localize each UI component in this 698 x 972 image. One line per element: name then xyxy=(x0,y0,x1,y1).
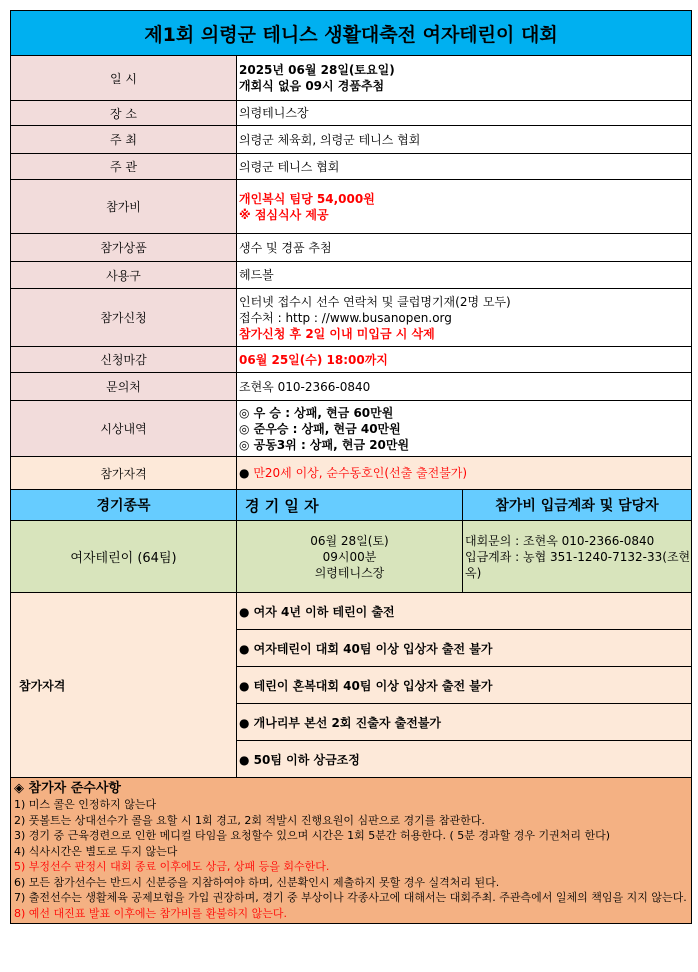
bullet-icon: ● xyxy=(239,466,250,480)
info-row-ball xyxy=(11,262,692,289)
info-row-venue xyxy=(11,101,692,126)
event-time: 09시00분 xyxy=(322,549,377,564)
value-fee xyxy=(237,180,692,234)
value-deadline: 06월 25일(수) 18:00까지 xyxy=(237,347,692,373)
label-venue: 장 소 xyxy=(11,101,237,126)
label-deadline: 신청마감 xyxy=(11,347,237,373)
value-awards xyxy=(237,401,692,457)
value-host: 의령군 체육회, 의령군 테니스 협회 xyxy=(237,126,692,154)
date-line: 2025년 06월 28일(토요일) xyxy=(239,63,395,77)
qualification-item: ● 개나리부 본선 2회 진출자 출전불가 xyxy=(237,704,692,741)
rule-item: 7) 출전선수는 생활체육 공제보험을 가입 권장하며, 경기 중 부상이나 각종사고에 대해서는 대회주최. 주관측에서 일체의 책임을 지지 않는다. xyxy=(14,891,687,904)
value-venue: 의령테니스장 xyxy=(237,101,692,126)
event-contact xyxy=(463,521,692,593)
label-host: 주 최 xyxy=(11,126,237,154)
info-row-prizes xyxy=(11,234,692,262)
event-date xyxy=(237,521,463,593)
apply-warning: 참가신청 후 2일 이내 미입금 시 삭제 xyxy=(239,326,435,341)
value-eligibility xyxy=(237,457,692,490)
value-date xyxy=(237,56,692,101)
info-row-awards xyxy=(11,401,692,457)
rule-item: 4) 식사시간은 별도로 두지 않는다 xyxy=(14,844,178,858)
qualification-item: ● 테린이 혼복대회 40팀 이상 입상자 출전 불가 xyxy=(237,667,692,704)
header-event: 경기종목 xyxy=(11,490,237,521)
qualification-item: ● 50팀 이하 상금조정 xyxy=(237,741,692,778)
label-organizer: 주 관 xyxy=(11,154,237,180)
label-prizes: 참가상품 xyxy=(11,234,237,262)
info-row-host xyxy=(11,126,692,154)
rule-item: 5) 부정선수 판정시 대회 종료 이후에도 상금, 상패 등을 회수한다. xyxy=(14,860,330,873)
tournament-table xyxy=(10,10,692,924)
apply-line: 인터넷 접수시 선수 연락처 및 클럽명기재(2명 모두) xyxy=(239,294,511,309)
rules-section xyxy=(11,778,692,924)
label-contact: 문의처 xyxy=(11,373,237,401)
qualification-item: ● 여자테린이 대회 40팀 이상 입상자 출전 불가 xyxy=(237,630,692,667)
header-account: 참가비 입금계좌 및 담당자 xyxy=(463,490,692,521)
info-row-deadline xyxy=(11,347,692,373)
event-day: 06월 28일(토) xyxy=(310,533,389,548)
event-venue: 의령테니스장 xyxy=(314,565,385,580)
schedule-row xyxy=(11,521,692,593)
page-title: 제1회 의령군 테니스 생활대축전 여자테린이 대회 xyxy=(11,11,692,56)
fee-line: 개인복식 팀당 54,000원 xyxy=(239,191,375,206)
value-apply xyxy=(237,289,692,347)
eligibility-text: 만20세 이상, 순수동호인(선출 출전불가) xyxy=(253,466,468,480)
qualification-label: 참가자격 xyxy=(11,593,237,778)
lunch-line: ※ 점심식사 제공 xyxy=(239,207,329,222)
header-date: 경 기 일 자 xyxy=(237,490,463,521)
contact-account: 입금계좌 : 농협 351-1240-7132-33(조현옥) xyxy=(465,549,691,580)
value-contact: 조현옥 010-2366-0840 xyxy=(237,373,692,401)
award-second: ◎ 준우승 : 상패, 현금 40만원 xyxy=(239,421,401,436)
apply-url[interactable]: 접수처 : http : //www.busanopen.org xyxy=(239,310,452,325)
info-row-apply xyxy=(11,289,692,347)
award-third: ◎ 공동3위 : 상패, 현금 20만원 xyxy=(239,437,410,452)
info-row-contact xyxy=(11,373,692,401)
title-row xyxy=(11,11,692,56)
label-awards: 시상내역 xyxy=(11,401,237,457)
info-row-date xyxy=(11,56,692,101)
document xyxy=(10,10,691,924)
label-date: 일 시 xyxy=(11,56,237,101)
rule-item: 1) 미스 콜은 인정하지 않는다 xyxy=(14,798,157,811)
info-row-eligibility xyxy=(11,457,692,490)
label-eligibility: 참가자격 xyxy=(11,457,237,490)
rules-heading: ◈ 참가자 준수사항 xyxy=(14,781,121,796)
label-apply: 참가신청 xyxy=(11,289,237,347)
rule-item: 3) 경기 중 근육경련으로 인한 메디컬 타임을 요청할수 있으며 시간은 1회 5분간 허용한다. ( 5분 경과할 경우 기권처리 한다) xyxy=(14,829,611,842)
rule-item: 8) 예선 대진표 발표 이후에는 참가비를 환불하지 않는다. xyxy=(14,906,288,920)
opening-line: 개회식 없음 09시 경품추첨 xyxy=(239,79,385,93)
rule-item: 6) 모든 참가선수는 반드시 신분증을 지참하여야 하며, 신분확인시 제출하지 못할 경우 실격처리 된다. xyxy=(14,875,500,889)
contact-inquiry: 대회문의 : 조현옥 010-2366-0840 xyxy=(465,533,655,548)
rule-item: 2) 풋볼트는 상대선수가 콜을 요할 시 1회 경고, 2회 적발시 진행요원이 심판으로 경기를 참관한다. xyxy=(14,813,485,827)
qualification-item: ● 여자 4년 이하 테린이 출전 xyxy=(237,593,692,630)
rules-row xyxy=(11,778,692,924)
value-prizes: 생수 및 경품 추첨 xyxy=(237,234,692,262)
event-name: 여자테린이 (64팀) xyxy=(11,521,237,593)
schedule-header-row xyxy=(11,490,692,521)
value-organizer: 의령군 테니스 협회 xyxy=(237,154,692,180)
label-ball: 사용구 xyxy=(11,262,237,289)
value-ball: 헤드볼 xyxy=(237,262,692,289)
info-row-fee xyxy=(11,180,692,234)
info-row-organizer xyxy=(11,154,692,180)
award-first: ◎ 우 승 : 상패, 현금 60만원 xyxy=(239,405,394,420)
label-fee: 참가비 xyxy=(11,180,237,234)
qualification-row-0 xyxy=(11,593,692,630)
